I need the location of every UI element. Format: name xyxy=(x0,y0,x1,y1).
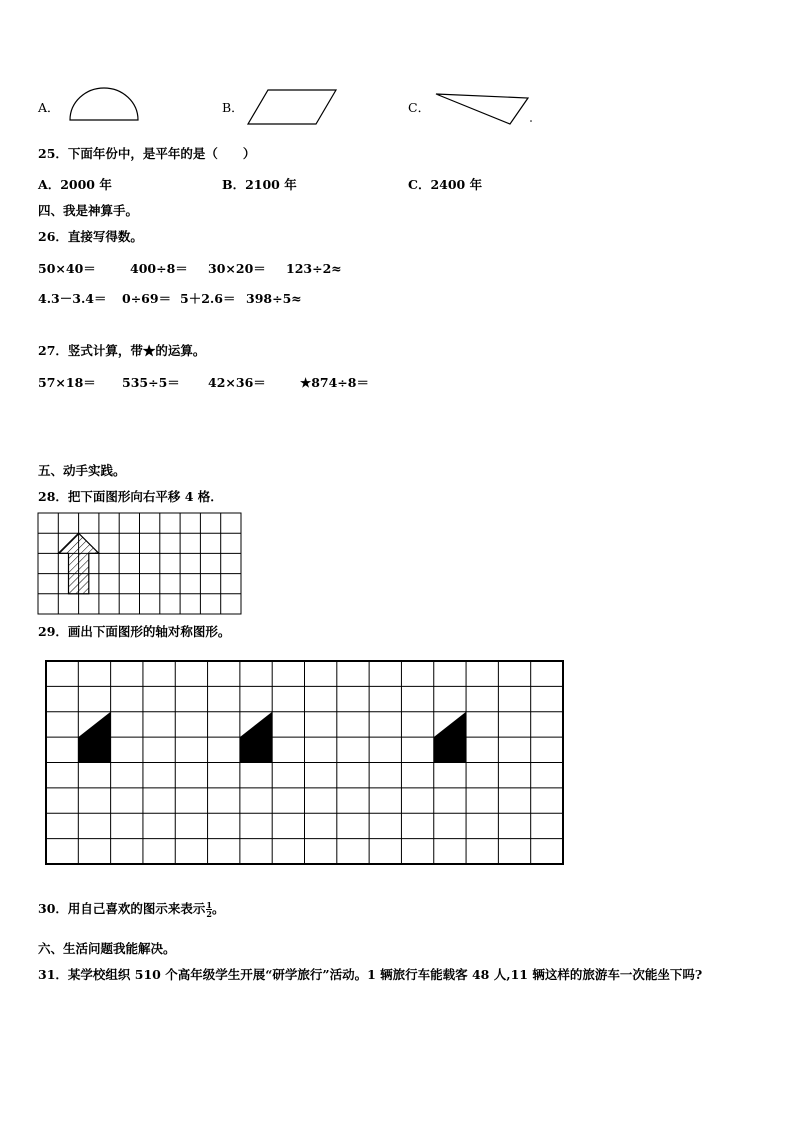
q25-option-b: B．2100 年 xyxy=(222,177,297,192)
shaded-shape xyxy=(240,712,272,763)
q25-option-c: C．2400 年 xyxy=(408,177,483,192)
shaded-shape xyxy=(78,712,110,763)
q29-grid xyxy=(44,659,566,867)
q30-text: 30．用自己喜欢的图示来表示 xyxy=(38,901,206,916)
q27-item: ★874÷8＝ xyxy=(300,375,369,390)
section-5-title: 五、动手实践。 xyxy=(38,463,126,478)
parallelogram-figure xyxy=(246,88,338,126)
semicircle-figure xyxy=(68,86,140,122)
triangle-figure xyxy=(434,90,536,126)
q26-item: 400÷8＝ xyxy=(130,261,188,276)
q26-item: 5＋2.6＝ xyxy=(180,291,236,306)
q27-item: 57×18＝ xyxy=(38,375,96,390)
q27-item: 42×36＝ xyxy=(208,375,266,390)
q28-grid xyxy=(37,512,243,616)
section-6-title: 六、生活问题我能解决。 xyxy=(38,941,176,956)
q25-question: 25．下面年份中，是平年的是（ ） xyxy=(38,146,256,161)
q26-item: 4.3－3.4＝ xyxy=(38,291,107,306)
option-a-label: A． xyxy=(38,100,60,115)
q30-question xyxy=(38,901,225,918)
q29-question: 29．画出下面图形的轴对称图形。 xyxy=(38,624,231,639)
q26-item: 30×20＝ xyxy=(208,261,266,276)
option-b-label: B． xyxy=(222,100,244,115)
option-c-label: C． xyxy=(408,100,431,115)
q26-item: 123÷2≈ xyxy=(286,261,342,276)
q26-item: 50×40＝ xyxy=(38,261,96,276)
q26-item: 0÷69＝ xyxy=(122,291,172,306)
q25-option-a: A．2000 年 xyxy=(38,177,112,192)
fraction-denominator: 2 xyxy=(206,909,212,919)
q31-question: 31．某学校组织 510 个高年级学生开展“研学旅行”活动。1 辆旅行车能载客 48 人,11 辆这样的旅游车一次能坐下吗? xyxy=(38,967,703,982)
arrow-shape xyxy=(58,533,99,594)
q26-item: 398÷5≈ xyxy=(246,291,302,306)
fraction-numerator: 1 xyxy=(206,900,212,910)
q30-end: 。 xyxy=(211,901,225,916)
section-4-title: 四、我是神算手。 xyxy=(38,203,139,218)
shaded-shape xyxy=(434,712,466,763)
q28-question: 28．把下面图形向右平移 4 格． xyxy=(38,489,223,504)
q27-question: 27．竖式计算，带★的运算。 xyxy=(38,343,206,358)
q26-question: 26．直接写得数。 xyxy=(38,229,143,244)
q27-item: 535÷5＝ xyxy=(122,375,180,390)
